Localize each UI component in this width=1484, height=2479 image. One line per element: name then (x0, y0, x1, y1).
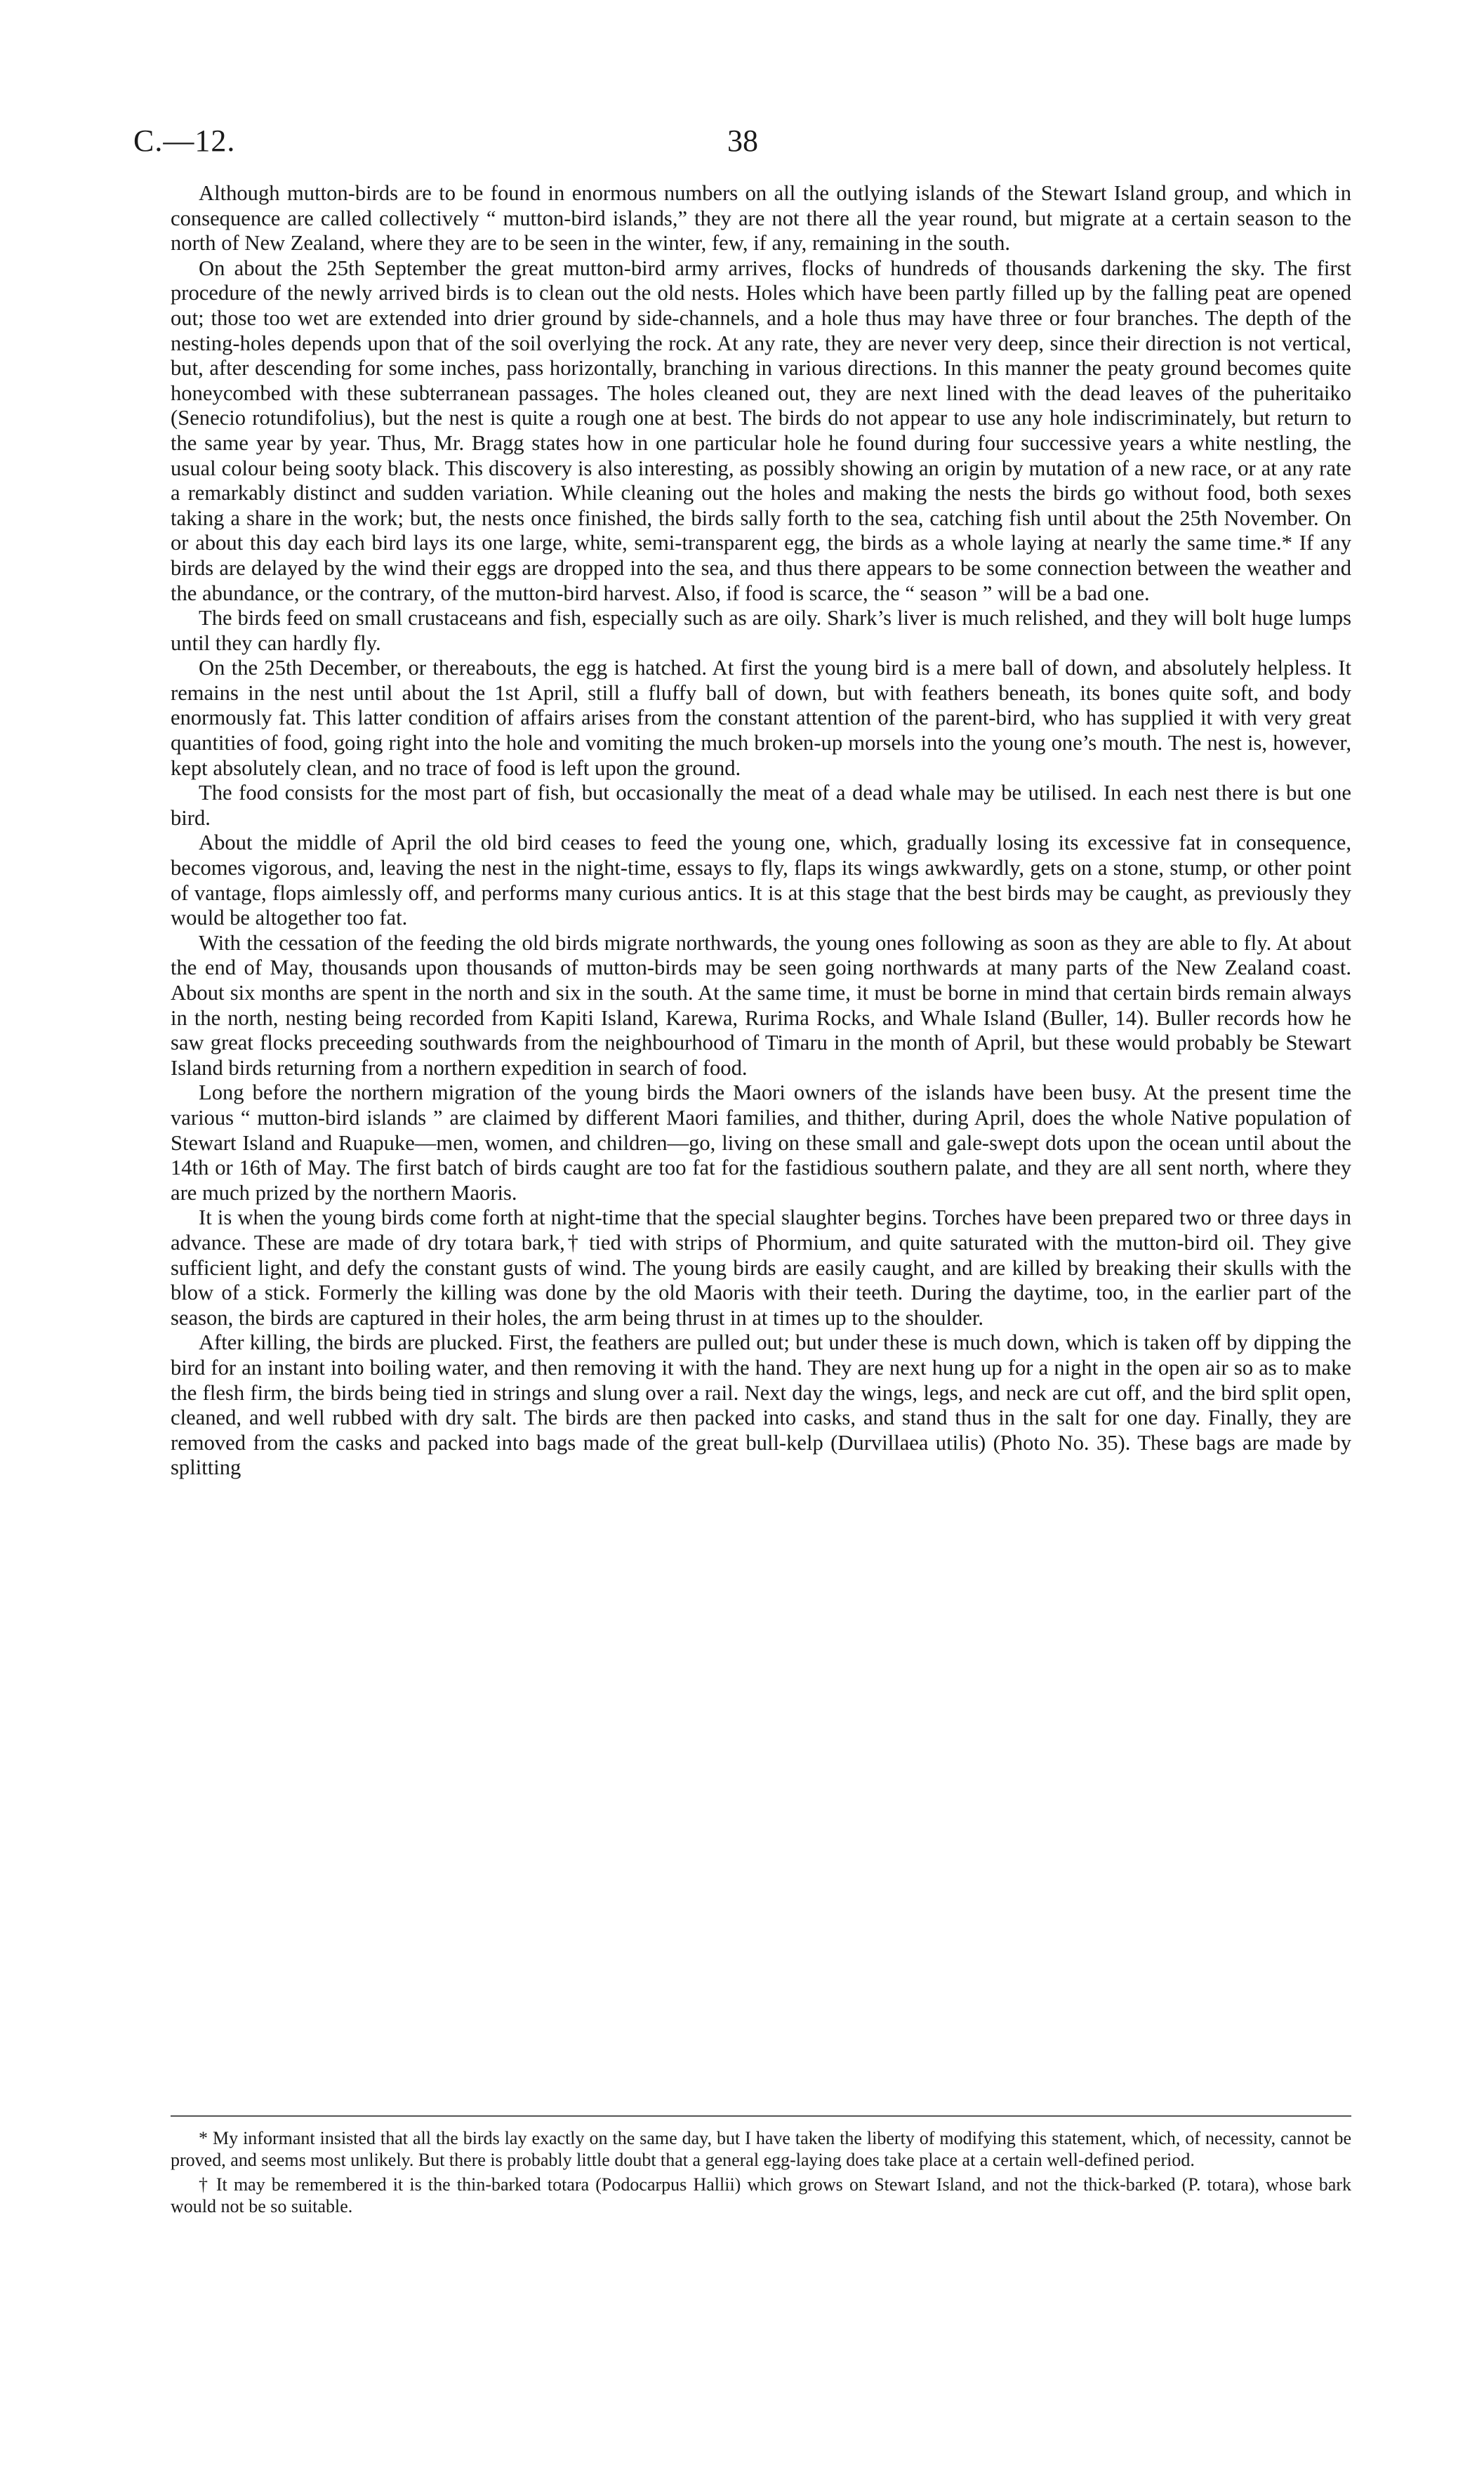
footnote: † It may be remembered it is the thin-barked totara (Podocarpus Hallii) which grows on Stewart Island, and not the thick-barked (P. totara), whose bark would not be so suitable. (171, 2174, 1351, 2216)
paragraph: About the middle of April the old bird ceases to feed the young one, which, gradually losing its excessive fat in consequence, becomes vigorous, and, leaving the nest in the night-time, essays to fly, flaps its wings awkwardly, gets on a stone, stump, or other point of vantage, flops aimlessly off, and performs many curious antics. It is at this stage that the best birds may be caught, as previously they would be altogether too fat. (171, 831, 1351, 930)
footnote: * My informant insisted that all the birds lay exactly on the same day, but I have taken the liberty of modifying this statement, which, of necessity, cannot be proved, and seems most unlikely. But there is probably little doubt that a general egg-laying does take place at a certain well-defined period. (171, 2128, 1351, 2170)
paragraph: The food consists for the most part of fish, but occasionally the meat of a dead whale may be utilised. In each nest there is but one bird. (171, 781, 1351, 830)
footnote-divider (171, 2115, 1351, 2117)
paragraph: With the cessation of the feeding the old birds migrate northwards, the young ones following as soon as they are able to fly. At about the end of May, thousands upon thousands of mutton-birds may be seen going northwards at many parts of the New Zealand coast. About six months are spent in the north and six in the south. At the same time, it must be borne in mind that certain birds remain always in the north, nesting being recorded from Kapiti Island, Karewa, Rurima Rocks, and Whale Island (Buller, 14). Buller records how he saw great flocks preceeding southwards from the neighbourhood of Timaru in the month of April, but these would probably be Stewart Island birds returning from a northern expedition in search of food. (171, 930, 1351, 1080)
body-text (171, 181, 1351, 1481)
document-reference: C.—12. (133, 124, 236, 158)
paragraph: Long before the northern migration of the young birds the Maori owners of the islands have been busy. At the present time the various “ mutton-bird islands ” are claimed by different Maori families, and thither, during April, does the whole Native population of Stewart Island and Ruapuke—men, women, and children—go, living on these small and gale-swept dots upon the ocean until about the 14th or 16th of May. The first batch of birds caught are too fat for the fastidious southern palate, and they are all sent north, where they are much prized by the northern Maoris. (171, 1080, 1351, 1205)
paragraph: On about the 25th September the great mutton-bird army arrives, flocks of hundreds of thousands darkening the sky. The first procedure of the newly arrived birds is to clean out the old nests. Holes which have been partly filled up by the falling peat are opened out; those too wet are extended into drier ground by side-channels, and a hole thus may have three or four branches. The depth of the nesting-holes depends upon that of the soil overlying the rock. At any rate, they are never very deep, since their direction is not vertical, but, after descending for some inches, pass horizontally, branching in various directions. In this manner the peaty ground becomes quite honeycombed with these subterranean passages. The holes cleaned out, they are next lined with the dead leaves of the puheritaiko (Senecio rotundifolius), but the nest is quite a rough one at best. The birds do not appear to use any hole indiscriminately, but return to the same year by year. Thus, Mr. Bragg states how in one particular hole he found during four successive years a white nestling, the usual colour being sooty black. This discovery is also interesting, as possibly showing an origin by mutation of a new race, or at any rate a remarkably distinct and sudden variation. While cleaning out the holes and making the nests the birds go without food, both sexes taking a share in the work; but, the nests once finished, the birds sally forth to the sea, catching fish until about the 25th November. On or about this day each bird lays its one large, white, semi-transparent egg, the birds as a whole laying at nearly the same time.* If any birds are delayed by the wind their eggs are dropped into the sea, and thus there appears to be some connection between the weather and the abundance, or the contrary, of the mutton-bird harvest. Also, if food is scarce, the “ season ” will be a bad one. (171, 256, 1351, 605)
paragraph: On the 25th December, or thereabouts, the egg is hatched. At first the young bird is a mere ball of down, and absolutely helpless. It remains in the nest until about the 1st April, still a fluffy ball of down, but with feathers beneath, its bones quite soft, and body enormously fat. This latter condition of affairs arises from the constant attention of the parent-bird, who has supplied it with very great quantities of food, going right into the hole and vomiting the much broken-up morsels into the young one’s mouth. The nest is, however, kept absolutely clean, and no trace of food is left upon the ground. (171, 656, 1351, 780)
paragraph: Although mutton-birds are to be found in enormous numbers on all the outlying islands of the Stewart Island group, and which in consequence are called collectively “ mutton-bird islands,” they are not there all the year round, but migrate at a certain season to the north of New Zealand, where they are to be seen in the winter, few, if any, remaining in the south. (171, 181, 1351, 256)
paragraph: The birds feed on small crustaceans and fish, especially such as are oily. Shark’s liver is much relished, and they will bolt huge lumps until they can hardly fly. (171, 606, 1351, 655)
page-number: 38 (727, 124, 758, 158)
paragraph: It is when the young birds come forth at night-time that the special slaughter begins. Torches have been prepared two or three days in advance. These are made of dry totara bark,† tied with strips of Phormium, and quite saturated with the mutton-bird oil. They give sufficient light, and defy the constant gusts of wind. The young birds are easily caught, and are killed by breaking their skulls with the blow of a stick. Formerly the killing was done by the old Maoris with their teeth. During the daytime, too, in the earlier part of the season, the birds are captured in their holes, the arm being thrust in at times up to the shoulder. (171, 1205, 1351, 1330)
paragraph: After killing, the birds are plucked. First, the feathers are pulled out; but under these is much down, which is taken off by dipping the bird for an instant into boiling water, and then removing it with the hand. They are next hung up for a night in the open air so as to make the flesh firm, the birds being tied in strings and slung over a rail. Next day the wings, legs, and neck are cut off, and the bird split open, cleaned, and well rubbed with dry salt. The birds are then packed into casks, and stand thus in the salt for one day. Finally, they are removed from the casks and packed into bags made of the great bull-kelp (Durvillaea utilis) (Photo No. 35). These bags are made by splitting (171, 1330, 1351, 1480)
footnotes (171, 2127, 1351, 2220)
